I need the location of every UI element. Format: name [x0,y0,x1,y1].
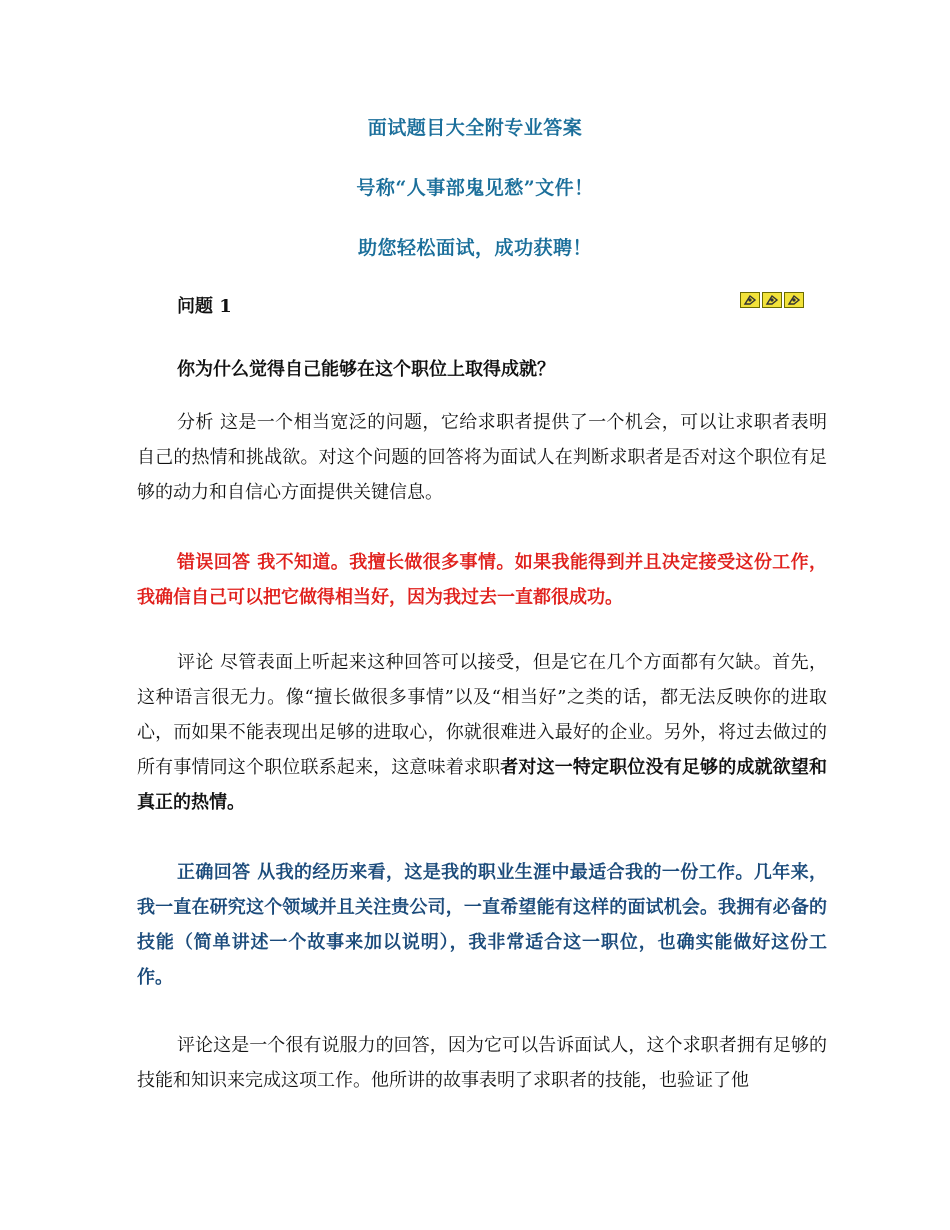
key-icon [740,292,760,308]
comment-paragraph-2: 评论这是一个很有说服力的回答，因为它可以告诉面试人，这个求职者拥有足够的技能和知识来完成这项工作。他所讲的故事表明了求职者的技能，也验证了他 [137,1035,827,1091]
wrong-answer-paragraph: 错误回答 我不知道。我擅长做很多事情。如果我能得到并且决定接受这份工作，我确信自己可以把它做得相当好，因为我过去一直都很成功。 [137,552,827,608]
key-icon [784,292,804,308]
comment-paragraph-1 [137,645,827,820]
analysis-paragraph: 分析 这是一个相当宽泛的问题，它给求职者提供了一个机会，可以让求职者表明自己的热情和挑战欲。对这个问题的回答将为面试人在判断求职者是否对这个职位有足够的动力和自信心方面提供关键信息。 [137,412,827,503]
comment-emphasis: 者对这一特定职位没有足够的成就欲望和真正的热情。 [137,757,828,813]
document-title: 面试题目大全附专业答案 [367,117,583,139]
correct-answer-paragraph: 正确回答 从我的经历来看，这是我的职业生涯中最适合我的一份工作。几年来，我一直在研究这个领域并且关注贵公司，一直希望能有这样的面试机会。我拥有必备的技能（简单讲述一个故事来加以说明），我非常适合这一职位，也确实能做好这份工作。 [137,862,827,988]
question-number: 问题 1 [177,296,232,317]
document-tagline: 助您轻松面试，成功获聘！ [357,237,592,259]
question-text: 你为什么觉得自己能够在这个职位上取得成就？ [177,359,555,380]
document-subtitle: 号称“人事部鬼见愁”文件！ [356,177,594,199]
difficulty-rating [740,292,804,308]
comment-text: 评论 尽管表面上听起来这种回答可以接受，但是它在几个方面都有欠缺。首先，这种语言很无力。像“擅长做很多事情”以及“相当好”之类的话，都无法反映你的进取心，而如果不能表现出足够的进取心，你就很难进入最好的企业。另外，将过去做过的所有事情同这个职位联系起来，这意味着求职 [137,652,827,778]
key-icon [762,292,782,308]
